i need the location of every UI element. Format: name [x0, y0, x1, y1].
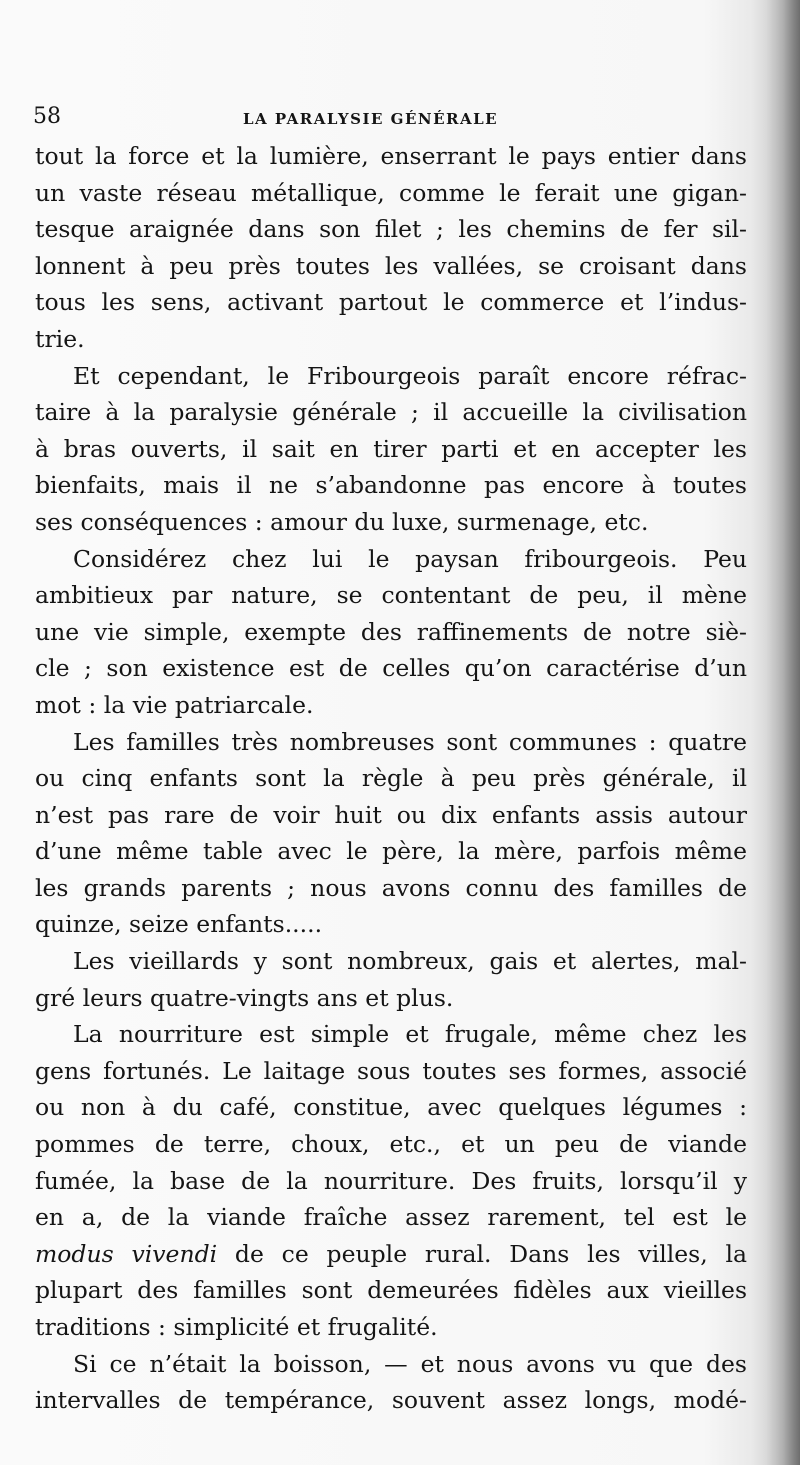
text-line: quinze, seize enfants.....: [35, 910, 323, 939]
text-line: n’est pas rare de voir huit ou dix enfants assis autour: [35, 800, 747, 829]
text-line: un vaste réseau métallique, comme le ferait une gigan-: [35, 178, 747, 207]
text-line: mot : la vie patriarcale.: [35, 690, 314, 719]
text-line: ou cinq enfants sont la règle à peu près générale, il: [35, 764, 747, 793]
text-line: plupart des familles sont demeurées fidèles aux vieilles: [35, 1276, 747, 1305]
text-line-rest: de ce peuple rural. Dans les villes, la: [217, 1239, 747, 1268]
text-line: Les vieillards y sont nombreux, gais et alertes, mal-: [73, 947, 747, 976]
text-line: tesque araignée dans son filet ; les chemins de fer sil-: [35, 215, 747, 244]
text-line: Si ce n’était la boisson, — et nous avons vu que des: [73, 1349, 747, 1378]
text-line: Et cependant, le Fribourgeois paraît encore réfrac-: [73, 361, 747, 390]
page-header: [33, 104, 753, 134]
running-head: LA PARALYSIE GÉNÉRALE: [243, 110, 499, 128]
text-line: intervalles de tempérance, souvent assez longs, modé-: [35, 1386, 747, 1415]
text-line: trie.: [35, 324, 85, 353]
text-line: bienfaits, mais il ne s’abandonne pas encore à toutes: [35, 471, 747, 500]
page-edge-shadow: [766, 0, 800, 1465]
body-text: [35, 138, 747, 1419]
text-line: [35, 1236, 747, 1273]
text-line: taire à la paralysie générale ; il accueille la civilisation: [35, 398, 747, 427]
text-line: gré leurs quatre-vingts ans et plus.: [35, 983, 454, 1012]
text-line: pommes de terre, choux, etc., et un peu de viande: [35, 1130, 747, 1159]
text-line: cle ; son existence est de celles qu’on caractérise d’un: [35, 654, 747, 683]
text-line: lonnent à peu près toutes les vallées, se croisant dans: [35, 251, 747, 280]
page-number: 58: [33, 104, 61, 129]
text-line: tous les sens, activant partout le commerce et l’indus-: [35, 288, 747, 317]
text-line: d’une même table avec le père, la mère, parfois même: [35, 837, 747, 866]
italic-phrase: modus vivendi: [35, 1239, 218, 1268]
text-line: ambitieux par nature, se contentant de peu, il mène: [35, 581, 747, 610]
text-line: ou non à du café, constitue, avec quelques légumes :: [35, 1093, 747, 1122]
text-line: gens fortunés. Le laitage sous toutes ses formes, associé: [35, 1056, 747, 1085]
text-line: une vie simple, exempte des raffinements de notre siè-: [35, 617, 747, 646]
text-line: ses conséquences : amour du luxe, surmenage, etc.: [35, 507, 649, 536]
text-line: à bras ouverts, il sait en tirer parti et en accepter les: [35, 434, 747, 463]
text-line: les grands parents ; nous avons connu des familles de: [35, 873, 747, 902]
text-line: Les familles très nombreuses sont communes : quatre: [73, 727, 747, 756]
text-line: en a, de la viande fraîche assez rarement, tel est le: [35, 1203, 747, 1232]
text-line: tout la force et la lumière, enserrant le pays entier dans: [35, 142, 747, 170]
text-line: traditions : simplicité et frugalité.: [35, 1313, 438, 1341]
text-line: Considérez chez lui le paysan fribourgeois. Peu: [73, 544, 747, 573]
text-line: La nourriture est simple et frugale, même chez les: [73, 1020, 747, 1049]
text-line: fumée, la base de la nourriture. Des fruits, lorsqu’il y: [35, 1166, 747, 1195]
